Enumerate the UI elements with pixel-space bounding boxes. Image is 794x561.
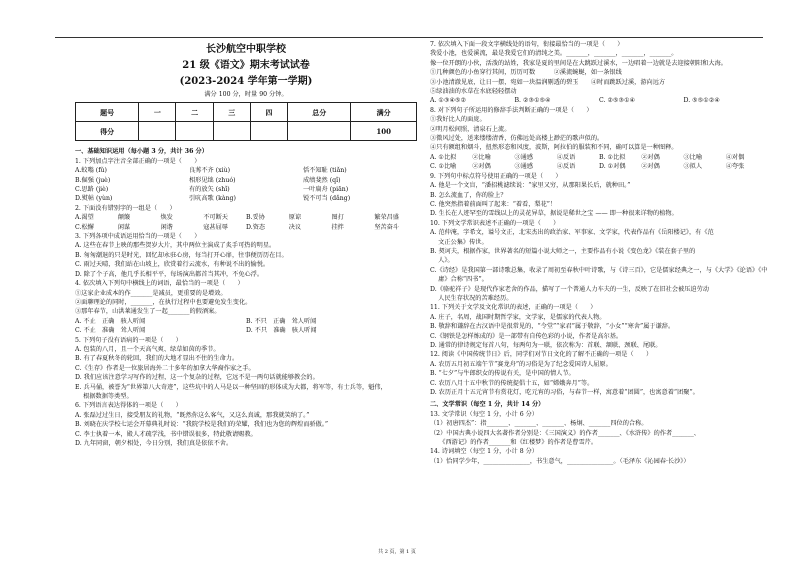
q10-option: C.《诗经》是我国第一部诗歌总集，收录了周初至春秋中叶诗歌，与《诗三百》，它是儒家经典之一，与《大学》《论语》《中 <box>430 266 768 274</box>
exam-title: 21 级《语文》期末考试试卷 <box>182 60 310 71</box>
q8-text: ②明月松间照，清泉石上流。 <box>430 125 511 133</box>
term-title: (2023-2024 学年第一学期) <box>179 76 313 87</box>
q2-word: D.资态 <box>246 223 266 231</box>
q1-option: 锐不可当 (dǎng) <box>303 195 351 203</box>
q8-choice: A. ①比拟 <box>430 153 457 161</box>
q7-text: 像一位开朗的小伙，活泼的站姓，我家是夏的里间是在大跳跃过溪水，一边唱着一边就是去迎接朝阳和大海。 <box>430 59 727 67</box>
question-9: 9. 下列句中标点符号使用正确的一项是（ ） <box>430 172 562 180</box>
score-header-cell: 二 <box>176 103 213 122</box>
q7-text: ⑤绿油油的水草在水底轻轻摆动 <box>430 88 517 96</box>
q11-option: B. 敬辞和谦辞在古汉语中是很常见的，“令堂”“家君”属于敬辞，“小女”“寒舍”属于谦辞。 <box>430 323 675 331</box>
q9-option: C. 他突然指着前面叫了起来：“着看，梨花”！ <box>430 200 557 208</box>
question-8: 8. 对下列句子所运用的修辞手法判断正确的一项是（ ） <box>430 106 593 114</box>
q7-text: 我爱小池，也爱溪流，最是我爱它们的清纯之美。_______，_______，_______，_______。 <box>430 50 678 58</box>
q13-line: 《西游记》的作者_______和《红楼梦》的作者是曹雪芹。 <box>430 439 598 447</box>
question-11: 11. 下列关于文学及文化常识的表述，正确的一项是（ ） <box>430 304 597 312</box>
q8-choice: B. ①比拟 <box>599 153 626 161</box>
q8-choice: ③拟人 <box>683 163 703 171</box>
q11-option: D. 通常的律诗规定每首八句，每两句为一联，依次称为：首联、颔联、颈联、尾联。 <box>430 342 662 349</box>
q8-text: ①我好比人的面庞。 <box>430 116 486 124</box>
full-score-cell: 100 <box>351 122 417 141</box>
q10-option: B. 契诃夫，根据作家，世界著名的短篇小说大师之一，主要作品有小说《变色龙》《装在套子里的 <box>430 247 696 255</box>
q2-word: 寇甚屈辱 <box>203 223 228 231</box>
q4-sentence: ②面聊理论的同时，_______，在执行过程中也要避免发生变化。 <box>75 298 252 306</box>
q2-options <box>75 213 417 232</box>
score-cell <box>288 122 351 141</box>
top-rule <box>55 37 763 38</box>
school-title: 长沙航空中职学校 <box>206 44 286 55</box>
q8-choices <box>430 153 768 172</box>
score-header-cell: 题号 <box>76 103 139 122</box>
question-1: 1. 下列加点字注音全部正确的一项是（ ） <box>75 157 201 165</box>
q1-option: A.蚊嗡 (fǔ) <box>75 167 107 175</box>
q12-option: B. “七夕”与牛郎织女的传说有关，是中国的情人节。 <box>430 370 575 378</box>
q2-word: B.妥协 <box>246 214 265 222</box>
q7-choice: A. ①③④⑤② <box>430 97 467 105</box>
q3-option: D. 除了个子高，他几乎长相平平，每场演出都首当其冲，不免心浮。 <box>75 270 264 278</box>
q6-option: D. 九年同窗，朝夕相处，今日分别，我们真是依依不舍。 <box>75 440 233 447</box>
q5-option: B. 有了春夏秋冬的轮回，我们的大地才显出不住的生命力。 <box>75 355 239 363</box>
q8-choice: ④反语 <box>556 163 576 171</box>
q3-option: A. 这些在春节上映的那些贺岁大片，其中两位主演成了炙手可热的明星。 <box>75 242 276 250</box>
q8-choice: C. ①比喻 <box>430 163 457 171</box>
q7-text: ③小池清澈见底，让日一摆，宛如一块温润剔透的碧玉 ④时而跳跃过溪，游向远方 <box>430 78 666 86</box>
q14-line: （1）恰同学少年，_______________，书生意气，_______________。（毛泽东《沁园春·长沙》） <box>430 457 690 465</box>
q4-choice: D. 不只 准确 骇人听闻 <box>246 327 317 335</box>
score-header-row <box>76 103 417 122</box>
q1-options <box>75 166 417 204</box>
q5-option: 根据数据等类型。 <box>75 392 133 400</box>
q5-option: D. 我们应该注意学习写作的过程，这一个复杂的过程，它远不是一两句话就能够教会的。 <box>75 374 319 382</box>
score-cell <box>176 122 213 141</box>
q11-option: A. 庄子，名周，战国时期哲学家，文学家，是儒家的代表人物。 <box>430 313 606 321</box>
q1-option: 良莠不齐 (xiù) <box>189 167 230 175</box>
q1-option: 有的放矢 (shǐ) <box>189 186 230 194</box>
q8-choice: ④对偶 <box>725 153 745 161</box>
q6-option: B. 刘晓在庆学校七运会开幕典礼时说：“我院学校是我们的荣耀，我们也为您的辉煌而骄傲。” <box>75 421 329 429</box>
q13-line: （1）初唐四杰”：指_______、_______、_______、杨炯、_______四位的合称。 <box>430 420 648 428</box>
q12-option: C. 农历八月十五中秋节的传统提倡十五，如“嫦娥奔月”等。 <box>430 379 594 387</box>
q2-word: 焕发 <box>160 214 173 222</box>
q1-option: 引吭高歌 (kàng) <box>189 195 236 203</box>
q8-choice: ③比喻 <box>683 153 703 161</box>
q3-option: B. 匆匆潮退的只是时光，回忆却永驻心房，每当打开心扉，往事便历历在目。 <box>75 251 288 259</box>
q5-option: C.《生存》作者是一位旅居海外二十多年的加拿大华裔作家之手。 <box>75 364 255 372</box>
q8-choice: ③通感 <box>514 153 534 161</box>
q10-option: 人民生存状况的苦难经历。 <box>430 294 513 302</box>
question-7: 7. 依次填入下面一段文字横线处的语句，衔接最恰当的一项是（ ） <box>430 41 624 48</box>
q6-option: A. 张磊过过生日，接受朋友的礼物，“既然你这么客气，又这么真诚，那我就笑纳了。” <box>75 411 310 419</box>
score-header-cell: 三 <box>213 103 250 122</box>
section-1-heading: 一、基础知识运用（每小题 3 分，共计 36 分） <box>75 148 208 156</box>
q7-choices <box>430 96 768 105</box>
q2-word: 闲谐 <box>160 223 173 231</box>
q7-text: ①几种颜色的小鱼穿行其间，历历可数 ②溪流蜿蜒，如一条银线 <box>430 69 622 77</box>
score-table <box>75 102 417 141</box>
q10-option: 人》。 <box>430 257 454 265</box>
score-row-label: 得分 <box>76 122 139 141</box>
q6-option: C. 李士执着一本，殿人才疏学浅，书中错误很多，特此敬请赐教。 <box>75 430 257 438</box>
right-column <box>430 40 768 466</box>
q4-sentence: ①这家企业成本的作_______是减员，更重要的是增效。 <box>75 289 227 297</box>
q3-option: C. 雨过天晴，我们站在山坡上，欣赏着行云流水，有种说不出的愉悦。 <box>75 261 270 269</box>
q4-choices <box>75 317 417 336</box>
q1-option: D.熨帖 (yùn) <box>75 195 113 203</box>
q4-choice: B. 不只 正确 耸人听闻 <box>246 317 317 325</box>
q2-word: 原谅 <box>288 214 302 222</box>
q9-option: D. 生长在人迹罕至的雪线以上的灵花异草，据说是稀世之宝 —— 即一种很来详物的植物。 <box>430 210 678 218</box>
score-header-cell: 一 <box>139 103 176 122</box>
q4-choice: C. 不止 准确 耸人听闻 <box>75 327 146 335</box>
q2-word: 繁荣昌盛 <box>374 214 399 222</box>
q10-option: 庸》合称“四书”。 <box>430 276 488 284</box>
q2-word: 颠簸 <box>117 214 131 222</box>
q2-word: A.渴望 <box>75 214 94 222</box>
question-3: 3. 下列各项中成语运用恰当的一项是（ ） <box>75 233 201 241</box>
q13-line: （2）中国古典小说四大名著作者分别是：《三国演义》的作者_______、《水浒传》的作者_______、 <box>430 429 700 437</box>
q2-word: 图打 <box>331 214 344 222</box>
q2-word: 闲谋 <box>117 223 131 231</box>
q8-text: ④只有额组和烟斗，扭然形态和风度，波斯，阿拉伯的服装和不同，确可以算是一种图释。 <box>430 144 678 152</box>
q8-text: ③微风过处，送来缕缕清香，仿佛远处高楼上渺茫的歌声似的。 <box>430 135 604 143</box>
q2-word: 不可断天 <box>203 214 228 222</box>
score-cell <box>139 122 176 141</box>
score-cell <box>213 122 250 141</box>
q1-option: C.思路 (jiè) <box>75 186 109 194</box>
question-14: 14. 诗词填空（每空 1 分，小计 8 分） <box>430 448 538 456</box>
score-header-cell: 四 <box>250 103 287 122</box>
q8-choice: ②对偶 <box>641 153 660 161</box>
q12-option: D. 农历正月十五元宵节有赏花灯，吃元宵的习俗，与春节一样，寓意着“团圆”，也寓意着“团聚”。 <box>430 389 699 397</box>
question-2: 2. 下面没有错别字的一组是（ ） <box>75 204 176 212</box>
q8-choice: ④反语 <box>556 153 576 161</box>
question-5: 5. 下列句子没有语病的一项是（ ） <box>75 336 182 344</box>
question-12: 12. 阅读《中国传统节日》后，同学们对节日文化的了解不正确的一项是（ ） <box>430 351 653 359</box>
q7-choice: D. ⑤⑤①②④ <box>683 97 720 105</box>
q5-option: E. 兵马俑，被誉为“世界第八大奇迹”，这些坑中的人马是以一种坚固的形体成为大都，将军等，有士兵等，魁伟， <box>75 383 387 391</box>
q8-choice: ③通感 <box>514 163 534 171</box>
q4-choice: A. 不止 正确 骇人听闻 <box>75 317 146 325</box>
q10-option: A. 范仲淹，字希文，谥号文正，北宋杰出的政治家、军事家、文学家，代表作品有《岳阳楼记》，有《范 <box>430 229 714 237</box>
q7-choice: C. ②⑤③①④ <box>599 97 636 105</box>
q12-option: A. 农历五月初五端午节“赛龙舟”的习俗是为了纪念爱国诗人屈原。 <box>430 360 612 368</box>
q8-choice: ②对偶 <box>641 163 660 171</box>
q10-option: D.《骆驼祥子》是现代作家老舍的作品，描写了一个普通人力车夫的一生，反映了在旧社会被压迫劳动 <box>430 285 709 293</box>
score-header-cell: 满分 <box>351 103 417 122</box>
q4-sentence: ③那年春节，山洪莱通发生了一起_______的假酒案。 <box>75 308 221 316</box>
q8-choice: ④夸张 <box>725 163 745 171</box>
question-4: 4. 依次填入下列句中横线上的词语，最恰当的一项是（ ） <box>75 280 244 288</box>
question-13: 13. 文学常识（每空 1 分，小计 6 分） <box>430 410 538 418</box>
q8-choice: ②对偶 <box>472 163 491 171</box>
q1-option: B.倔强 (juè) <box>75 176 111 184</box>
score-cell <box>250 122 287 141</box>
q2-word: 挂拌 <box>331 223 344 231</box>
q10-option: 文正公集》传世。 <box>430 238 488 246</box>
section-2-heading: 二、文学常识（每空 1 分，共计 14 分） <box>430 401 545 409</box>
exam-meta: 满分 100 分，时量 90 分钟。 <box>204 91 288 98</box>
q9-option: B. 怎么流血了，你的脸上？ <box>430 191 507 199</box>
left-column <box>75 40 417 448</box>
q9-option: A. 他是一个文盲，“潘招桃滤续说：“家里又穷，从那阳果长后，就种田。” <box>430 182 631 190</box>
q1-option: 相形见绌 (zhuó) <box>189 176 236 184</box>
score-value-row <box>76 122 417 141</box>
question-10: 10. 下列文学常识表述不正确的一项是（ ） <box>430 219 560 227</box>
q2-word: 决议 <box>288 223 302 231</box>
question-6: 6. 下列语言表达得体的一项是（ ） <box>75 402 182 410</box>
q1-option: 恬不知耻 (tiǎn) <box>303 167 347 175</box>
score-header-cell: 总分 <box>288 103 351 122</box>
q5-option: A. 包装的八月，且一个天高气爽、绿草如茵的季节。 <box>75 345 220 353</box>
q7-choice: B. ②③①⑤④ <box>514 97 551 105</box>
q1-option: 一叶扁舟 (piān) <box>303 186 349 194</box>
q2-word: C.松懈 <box>75 223 94 231</box>
q2-word: 坚苦奋斗 <box>374 223 399 231</box>
q1-option: 成绩斐然 (qǐ) <box>303 176 341 184</box>
q11-option: C.《钢铁是怎样炼成的》是一部带有自传色彩的小说，作者是高尔基。 <box>430 332 623 340</box>
q8-choice: ②比喻 <box>472 153 491 161</box>
q8-choice: D. ①对偶 <box>599 163 626 171</box>
page-footer: 共 2 页，第 1 页 <box>378 549 416 555</box>
